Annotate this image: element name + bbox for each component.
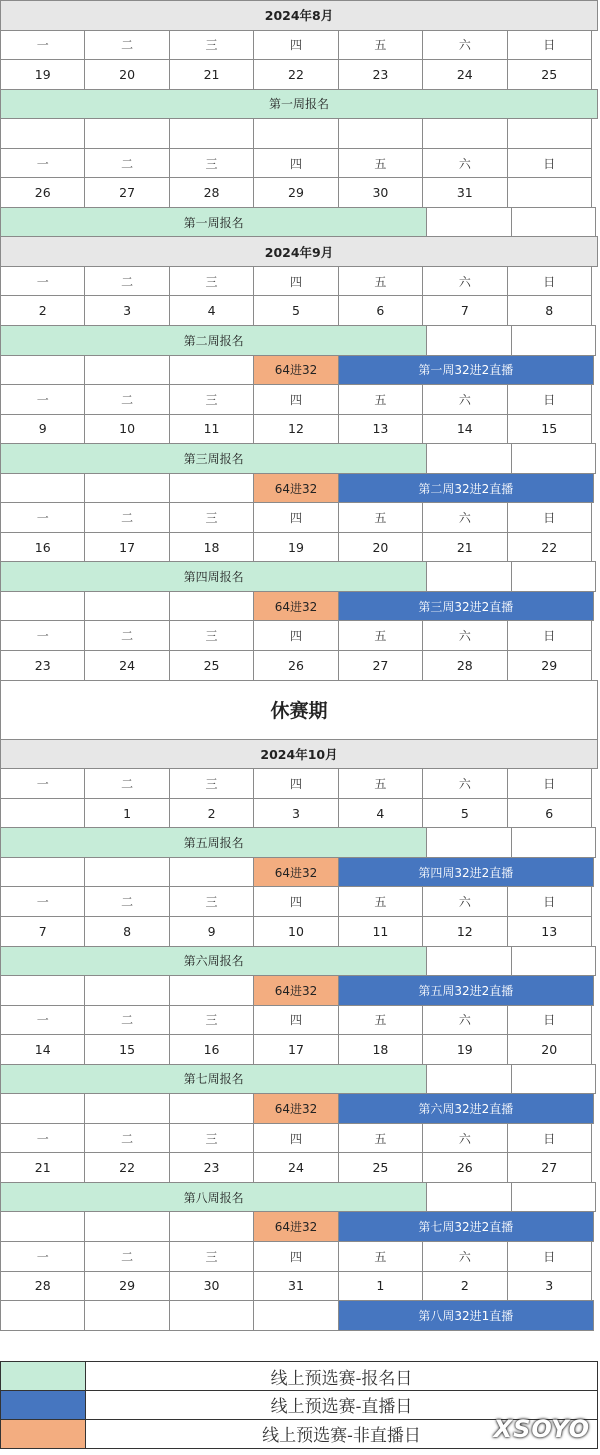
date-cell: 20 xyxy=(507,1034,592,1065)
weekday-cell: 五 xyxy=(338,502,423,533)
schedule-row xyxy=(0,207,598,237)
weekday-cell: 六 xyxy=(422,1123,507,1154)
weekday-cell: 五 xyxy=(338,30,423,61)
weekday-cell: 二 xyxy=(84,502,169,533)
schedule-row xyxy=(0,1271,598,1301)
empty-cell xyxy=(511,1182,596,1213)
live-broadcast-bar: 第七周32进2直播 xyxy=(338,1211,594,1242)
weekday-cell: 五 xyxy=(338,768,423,799)
weekday-cell: 六 xyxy=(422,266,507,297)
date-cell: 23 xyxy=(169,1152,254,1183)
weekday-cell: 四 xyxy=(253,502,338,533)
date-cell: 16 xyxy=(169,1034,254,1065)
weekday-cell: 日 xyxy=(507,266,592,297)
date-cell: 2 xyxy=(169,798,254,829)
schedule-row xyxy=(0,236,598,266)
schedule-row xyxy=(0,620,598,650)
live-broadcast-bar: 第二周32进2直播 xyxy=(338,473,594,504)
date-cell: 19 xyxy=(253,532,338,563)
signup-bar: 第二周报名 xyxy=(0,325,427,356)
weekday-cell: 日 xyxy=(507,620,592,651)
date-cell: 26 xyxy=(422,1152,507,1183)
date-cell: 14 xyxy=(0,1034,85,1065)
weekday-cell: 日 xyxy=(507,1123,592,1154)
empty-cell xyxy=(0,975,85,1006)
legend-label-live: 线上预选赛-直播日 xyxy=(270,1397,413,1418)
date-cell: 29 xyxy=(253,177,338,208)
weekday-cell: 二 xyxy=(84,384,169,415)
weekday-cell: 三 xyxy=(169,148,254,179)
signup-bar: 第一周报名 xyxy=(0,89,598,120)
empty-cell xyxy=(0,857,85,888)
date-cell: 22 xyxy=(253,59,338,90)
schedule-row xyxy=(0,886,598,916)
weekday-cell: 五 xyxy=(338,1005,423,1036)
empty-cell xyxy=(0,798,85,829)
date-cell: 10 xyxy=(84,414,169,445)
date-cell: 2 xyxy=(0,295,85,326)
empty-cell xyxy=(0,1093,85,1124)
empty-cell xyxy=(511,946,596,977)
date-cell: 22 xyxy=(507,532,592,563)
schedule-row xyxy=(0,1034,598,1064)
round-64-to-32-cell: 64进32 xyxy=(253,857,338,888)
date-cell: 1 xyxy=(84,798,169,829)
schedule-row xyxy=(0,798,598,828)
date-cell: 6 xyxy=(507,798,592,829)
empty-cell xyxy=(253,118,338,149)
date-cell: 24 xyxy=(422,59,507,90)
weekday-cell: 六 xyxy=(422,502,507,533)
round-64-to-32-cell: 64进32 xyxy=(253,591,338,622)
date-cell: 7 xyxy=(0,916,85,947)
weekday-cell: 二 xyxy=(84,148,169,179)
weekday-cell: 三 xyxy=(169,1123,254,1154)
schedule-row xyxy=(0,768,598,798)
legend-row-signup xyxy=(0,1361,598,1391)
schedule-row xyxy=(0,355,598,385)
weekday-cell: 四 xyxy=(253,1005,338,1036)
date-cell: 28 xyxy=(422,650,507,681)
empty-cell xyxy=(84,591,169,622)
date-cell: 23 xyxy=(338,59,423,90)
live-broadcast-bar: 第三周32进2直播 xyxy=(338,591,594,622)
live-broadcast-bar: 第四周32进2直播 xyxy=(338,857,594,888)
empty-cell xyxy=(0,118,85,149)
schedule-row xyxy=(0,148,598,178)
date-cell: 15 xyxy=(84,1034,169,1065)
weekday-cell: 五 xyxy=(338,1241,423,1272)
date-cell: 30 xyxy=(338,177,423,208)
weekday-cell: 三 xyxy=(169,384,254,415)
date-cell: 29 xyxy=(507,650,592,681)
empty-cell xyxy=(169,1211,254,1242)
weekday-cell: 六 xyxy=(422,1005,507,1036)
empty-cell xyxy=(338,118,423,149)
off-season-label: 休赛期 xyxy=(0,680,598,740)
weekday-cell: 一 xyxy=(0,1123,85,1154)
legend-swatch-nonlive xyxy=(1,1420,86,1448)
weekday-cell: 二 xyxy=(84,620,169,651)
weekday-cell: 一 xyxy=(0,768,85,799)
round-64-to-32-cell: 64进32 xyxy=(253,1093,338,1124)
weekday-cell: 一 xyxy=(0,266,85,297)
date-cell: 17 xyxy=(84,532,169,563)
schedule-row xyxy=(0,30,598,60)
date-cell: 25 xyxy=(507,59,592,90)
schedule-row xyxy=(0,443,598,473)
empty-cell xyxy=(84,1093,169,1124)
empty-cell xyxy=(84,975,169,1006)
schedule-row xyxy=(0,295,598,325)
schedule-row xyxy=(0,1123,598,1153)
date-cell: 21 xyxy=(0,1152,85,1183)
date-cell: 26 xyxy=(0,177,85,208)
weekday-cell: 二 xyxy=(84,266,169,297)
legend-swatch-signup xyxy=(1,1362,86,1390)
date-cell: 27 xyxy=(507,1152,592,1183)
date-cell: 13 xyxy=(507,916,592,947)
schedule-row xyxy=(0,1241,598,1271)
weekday-cell: 二 xyxy=(84,886,169,917)
weekday-cell: 四 xyxy=(253,30,338,61)
weekday-cell: 五 xyxy=(338,1123,423,1154)
legend-label-nonlive: 线上预选赛-非直播日 xyxy=(262,1426,421,1447)
weekday-cell: 三 xyxy=(169,620,254,651)
weekday-cell: 六 xyxy=(422,1241,507,1272)
empty-cell xyxy=(426,207,511,238)
date-cell: 18 xyxy=(169,532,254,563)
empty-cell xyxy=(169,975,254,1006)
empty-cell xyxy=(511,443,596,474)
live-broadcast-bar: 第六周32进2直播 xyxy=(338,1093,594,1124)
empty-cell xyxy=(426,946,511,977)
date-cell: 23 xyxy=(0,650,85,681)
empty-cell xyxy=(0,1211,85,1242)
schedule-row xyxy=(0,1182,598,1212)
date-cell: 8 xyxy=(84,916,169,947)
date-cell: 30 xyxy=(169,1271,254,1302)
date-cell: 26 xyxy=(253,650,338,681)
weekday-cell: 二 xyxy=(84,1005,169,1036)
weekday-cell: 一 xyxy=(0,1241,85,1272)
empty-cell xyxy=(426,443,511,474)
schedule-row xyxy=(0,975,598,1005)
empty-cell xyxy=(0,1300,85,1331)
date-cell: 6 xyxy=(338,295,423,326)
weekday-cell: 三 xyxy=(169,30,254,61)
schedule-row xyxy=(0,561,598,591)
date-cell: 28 xyxy=(169,177,254,208)
date-cell: 18 xyxy=(338,1034,423,1065)
weekday-cell: 二 xyxy=(84,1241,169,1272)
weekday-cell: 五 xyxy=(338,620,423,651)
date-cell: 17 xyxy=(253,1034,338,1065)
weekday-cell: 三 xyxy=(169,266,254,297)
empty-cell xyxy=(507,177,592,208)
weekday-cell: 三 xyxy=(169,1005,254,1036)
date-cell: 9 xyxy=(169,916,254,947)
weekday-cell: 四 xyxy=(253,266,338,297)
empty-cell xyxy=(84,1300,169,1331)
weekday-cell: 二 xyxy=(84,768,169,799)
empty-cell xyxy=(0,355,85,386)
empty-cell xyxy=(507,118,592,149)
schedule-row xyxy=(0,532,598,562)
round-64-to-32-cell: 64进32 xyxy=(253,1211,338,1242)
date-cell: 1 xyxy=(338,1271,423,1302)
weekday-cell: 一 xyxy=(0,148,85,179)
date-cell: 12 xyxy=(253,414,338,445)
schedule-row xyxy=(0,1005,598,1035)
legend-label-signup: 线上预选赛-报名日 xyxy=(270,1368,413,1389)
signup-bar: 第八周报名 xyxy=(0,1182,427,1213)
weekday-cell: 五 xyxy=(338,384,423,415)
empty-cell xyxy=(169,118,254,149)
weekday-cell: 一 xyxy=(0,620,85,651)
date-cell: 21 xyxy=(169,59,254,90)
round-64-to-32-cell: 64进32 xyxy=(253,975,338,1006)
empty-cell xyxy=(84,118,169,149)
weekday-cell: 三 xyxy=(169,502,254,533)
weekday-cell: 日 xyxy=(507,886,592,917)
empty-cell xyxy=(511,561,596,592)
weekday-cell: 四 xyxy=(253,768,338,799)
date-cell: 27 xyxy=(338,650,423,681)
empty-cell xyxy=(511,1064,596,1095)
weekday-cell: 四 xyxy=(253,148,338,179)
schedule-row xyxy=(0,916,598,946)
date-cell: 19 xyxy=(0,59,85,90)
date-cell: 15 xyxy=(507,414,592,445)
schedule-row xyxy=(0,739,598,769)
schedule-row xyxy=(0,502,598,532)
date-cell: 25 xyxy=(169,650,254,681)
date-cell: 16 xyxy=(0,532,85,563)
empty-cell xyxy=(426,325,511,356)
schedule-row xyxy=(0,1152,598,1182)
watermark-logo: XSOYO xyxy=(493,1415,590,1443)
schedule-row xyxy=(0,414,598,444)
weekday-cell: 六 xyxy=(422,886,507,917)
date-cell: 2 xyxy=(422,1271,507,1302)
weekday-cell: 日 xyxy=(507,384,592,415)
schedule-row xyxy=(0,1064,598,1094)
date-cell: 20 xyxy=(84,59,169,90)
weekday-cell: 六 xyxy=(422,620,507,651)
date-cell: 21 xyxy=(422,532,507,563)
schedule-row xyxy=(0,325,598,355)
empty-cell xyxy=(169,857,254,888)
empty-cell xyxy=(169,1093,254,1124)
legend-swatch-live xyxy=(1,1391,86,1419)
date-cell: 13 xyxy=(338,414,423,445)
weekday-cell: 四 xyxy=(253,1123,338,1154)
month-title: 2024年8月 xyxy=(0,0,598,31)
empty-cell xyxy=(169,591,254,622)
weekday-cell: 三 xyxy=(169,886,254,917)
empty-cell xyxy=(511,827,596,858)
empty-cell xyxy=(426,1182,511,1213)
date-cell: 19 xyxy=(422,1034,507,1065)
schedule-row xyxy=(0,59,598,89)
empty-cell xyxy=(169,473,254,504)
signup-bar: 第三周报名 xyxy=(0,443,427,474)
signup-bar: 第五周报名 xyxy=(0,827,427,858)
schedule-row xyxy=(0,177,598,207)
date-cell: 3 xyxy=(253,798,338,829)
empty-cell xyxy=(84,473,169,504)
date-cell: 3 xyxy=(507,1271,592,1302)
weekday-cell: 三 xyxy=(169,1241,254,1272)
weekday-cell: 六 xyxy=(422,30,507,61)
date-cell: 9 xyxy=(0,414,85,445)
weekday-cell: 日 xyxy=(507,502,592,533)
empty-cell xyxy=(169,1300,254,1331)
weekday-cell: 六 xyxy=(422,768,507,799)
date-cell: 31 xyxy=(422,177,507,208)
date-cell: 4 xyxy=(169,295,254,326)
date-cell: 24 xyxy=(84,650,169,681)
weekday-cell: 日 xyxy=(507,30,592,61)
date-cell: 22 xyxy=(84,1152,169,1183)
empty-cell xyxy=(511,325,596,356)
date-cell: 10 xyxy=(253,916,338,947)
schedule-row xyxy=(0,266,598,296)
empty-cell xyxy=(253,1300,338,1331)
schedule-row xyxy=(0,0,598,30)
date-cell: 27 xyxy=(84,177,169,208)
date-cell: 24 xyxy=(253,1152,338,1183)
weekday-cell: 五 xyxy=(338,886,423,917)
date-cell: 14 xyxy=(422,414,507,445)
empty-cell xyxy=(0,473,85,504)
signup-bar: 第六周报名 xyxy=(0,946,427,977)
weekday-cell: 六 xyxy=(422,384,507,415)
round-64-to-32-cell: 64进32 xyxy=(253,473,338,504)
empty-cell xyxy=(511,207,596,238)
date-cell: 28 xyxy=(0,1271,85,1302)
schedule-row xyxy=(0,473,598,503)
weekday-cell: 日 xyxy=(507,768,592,799)
schedule-row xyxy=(0,857,598,887)
weekday-cell: 四 xyxy=(253,1241,338,1272)
date-cell: 3 xyxy=(84,295,169,326)
schedule-row xyxy=(0,827,598,857)
empty-cell xyxy=(84,857,169,888)
schedule-row xyxy=(0,384,598,414)
weekday-cell: 四 xyxy=(253,620,338,651)
weekday-cell: 日 xyxy=(507,148,592,179)
date-cell: 5 xyxy=(253,295,338,326)
empty-cell xyxy=(426,561,511,592)
weekday-cell: 日 xyxy=(507,1241,592,1272)
weekday-cell: 一 xyxy=(0,886,85,917)
date-cell: 31 xyxy=(253,1271,338,1302)
date-cell: 11 xyxy=(338,916,423,947)
weekday-cell: 一 xyxy=(0,384,85,415)
signup-bar: 第一周报名 xyxy=(0,207,427,238)
date-cell: 25 xyxy=(338,1152,423,1183)
schedule-row xyxy=(0,89,598,119)
empty-cell xyxy=(84,355,169,386)
empty-cell xyxy=(426,1064,511,1095)
date-cell: 8 xyxy=(507,295,592,326)
signup-bar: 第四周报名 xyxy=(0,561,427,592)
weekday-cell: 日 xyxy=(507,1005,592,1036)
weekday-cell: 二 xyxy=(84,30,169,61)
empty-cell xyxy=(422,118,507,149)
month-title: 2024年10月 xyxy=(0,739,598,770)
weekday-cell: 五 xyxy=(338,148,423,179)
weekday-cell: 五 xyxy=(338,266,423,297)
schedule-row xyxy=(0,591,598,621)
schedule-row xyxy=(0,946,598,976)
schedule-row xyxy=(0,1211,598,1241)
weekday-cell: 一 xyxy=(0,1005,85,1036)
date-cell: 7 xyxy=(422,295,507,326)
date-cell: 5 xyxy=(422,798,507,829)
schedule-row xyxy=(0,680,598,739)
date-cell: 4 xyxy=(338,798,423,829)
date-cell: 12 xyxy=(422,916,507,947)
weekday-cell: 六 xyxy=(422,148,507,179)
empty-cell xyxy=(426,827,511,858)
month-title: 2024年9月 xyxy=(0,236,598,267)
live-broadcast-bar: 第八周32进1直播 xyxy=(338,1300,594,1331)
weekday-cell: 四 xyxy=(253,886,338,917)
schedule-row xyxy=(0,1093,598,1123)
round-64-to-32-cell: 64进32 xyxy=(253,355,338,386)
weekday-cell: 二 xyxy=(84,1123,169,1154)
date-cell: 29 xyxy=(84,1271,169,1302)
date-cell: 11 xyxy=(169,414,254,445)
empty-cell xyxy=(0,591,85,622)
live-broadcast-bar: 第一周32进2直播 xyxy=(338,355,594,386)
schedule-row xyxy=(0,1300,598,1330)
schedule-row xyxy=(0,118,598,148)
weekday-cell: 四 xyxy=(253,384,338,415)
live-broadcast-bar: 第五周32进2直播 xyxy=(338,975,594,1006)
date-cell: 20 xyxy=(338,532,423,563)
schedule-row xyxy=(0,650,598,680)
signup-bar: 第七周报名 xyxy=(0,1064,427,1095)
weekday-cell: 一 xyxy=(0,502,85,533)
empty-cell xyxy=(169,355,254,386)
weekday-cell: 三 xyxy=(169,768,254,799)
empty-cell xyxy=(84,1211,169,1242)
weekday-cell: 一 xyxy=(0,30,85,61)
